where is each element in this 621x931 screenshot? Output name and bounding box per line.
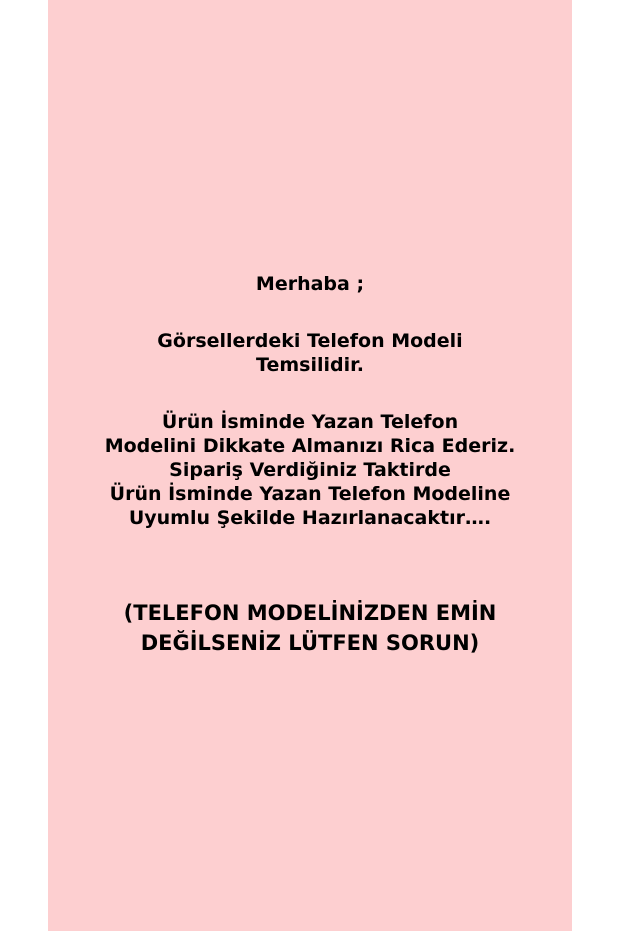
warning-line: (TELEFON MODELİNİZDEN EMİN xyxy=(123,601,497,625)
warning-text xyxy=(48,598,572,658)
instruction-line: Ürün İsminde Yazan Telefon xyxy=(161,411,459,433)
greeting-text xyxy=(48,272,572,296)
instruction-line: Uyumlu Şekilde Hazırlanacaktır…. xyxy=(128,507,492,529)
instruction-line: Sipariş Verdiğiniz Taktirde xyxy=(169,459,451,481)
warning-line: DEĞİLSENİZ LÜTFEN SORUN) xyxy=(140,631,480,655)
greeting-line: Merhaba ; xyxy=(255,273,365,295)
disclaimer-line: Temsilidir. xyxy=(256,354,364,376)
instruction-text xyxy=(48,410,572,530)
disclaimer-text xyxy=(48,329,572,377)
instruction-line: Ürün İsminde Yazan Telefon Modeline xyxy=(109,483,511,505)
disclaimer-line: Görsellerdeki Telefon Modeli xyxy=(157,330,463,352)
instruction-line: Modelini Dikkate Almanızı Rica Ederiz. xyxy=(104,435,516,457)
notice-panel xyxy=(48,0,572,931)
